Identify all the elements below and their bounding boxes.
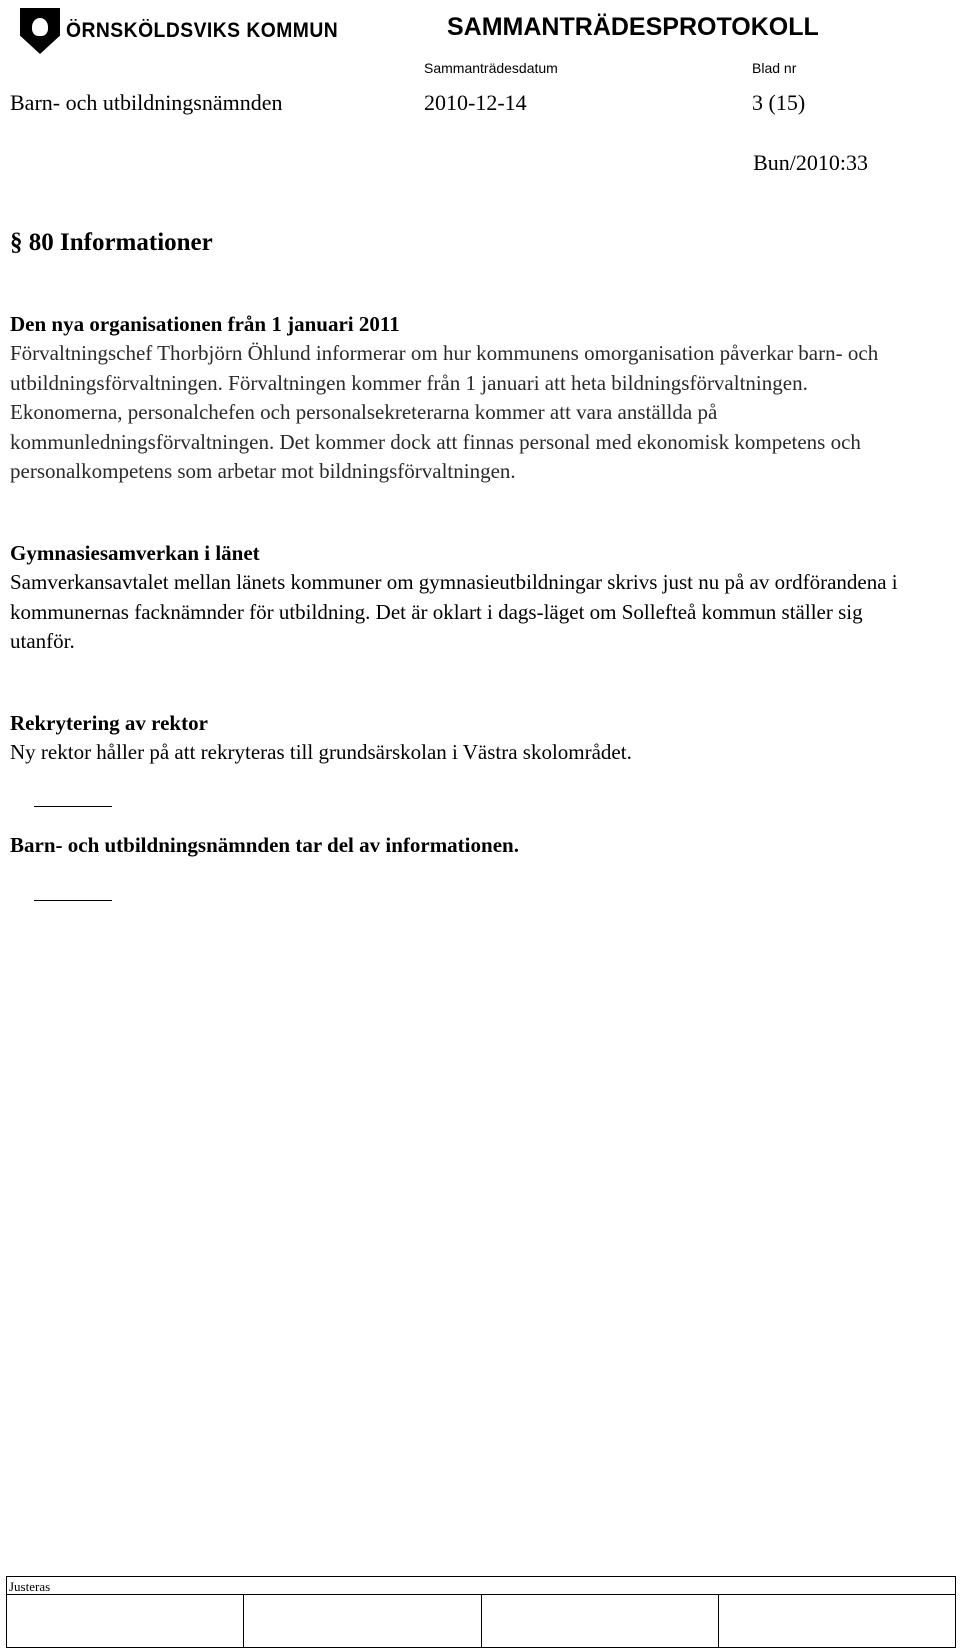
municipality-logo bbox=[20, 8, 362, 54]
signature-cell bbox=[482, 1595, 719, 1647]
municipality-name: ÖRNSKÖLDSVIKS KOMMUN bbox=[66, 19, 339, 42]
divider-line bbox=[34, 806, 112, 807]
meeting-date: 2010-12-14 bbox=[424, 90, 527, 115]
decision-text: Barn- och utbildningsnämnden tar del av informationen. bbox=[10, 832, 519, 857]
section-organisation bbox=[10, 310, 910, 487]
section-title: Rekrytering av rektor bbox=[10, 710, 208, 735]
case-reference: Bun/2010:33 bbox=[753, 150, 868, 175]
justeras-label: Justeras bbox=[9, 1579, 51, 1594]
section-text: Förvaltningschef Thorbjörn Öhlund informerar om hur kommunens omorganisation påverkar barn- och utbildningsförvaltningen. Förvaltningen kommer från 1 januari att heta bildningsförvaltningen. Ekonomerna, personalchefen och personalsekreterarna kommer att vara anställda på kommunledningsförvaltningen. Det kommer dock att finnas personal med ekonomisk kompetens och personalkompetens som arbetar mot bildningsförvaltningen. bbox=[10, 341, 879, 483]
signature-cell bbox=[7, 1595, 244, 1647]
document-body bbox=[10, 228, 910, 925]
document-type: SAMMANTRÄDESPROTOKOLL bbox=[447, 13, 819, 41]
section-text: Samverkansavtalet mellan länets kommuner om gymnasieutbildningar skrivs just nu på av ordförandena i kommunernas facknämnder för utbildning. Det är oklart i dags-läget om Sollefteå kommun ställer sig utanför. bbox=[10, 570, 898, 653]
section-title: Gymnasiesamverkan i länet bbox=[10, 540, 260, 565]
page-number: 3 (15) bbox=[752, 90, 806, 115]
signature-cell bbox=[719, 1595, 955, 1647]
signature-row bbox=[7, 1594, 955, 1647]
section-title: Den nya organisationen från 1 januari 2011 bbox=[10, 311, 400, 336]
page-label: Blad nr bbox=[752, 60, 797, 76]
board-name: Barn- och utbildningsnämnden bbox=[10, 90, 283, 115]
section-text: Ny rektor håller på att rekryteras till grundsärskolan i Västra skolområdet. bbox=[10, 740, 632, 764]
divider-line bbox=[34, 900, 112, 901]
section-rekrytering bbox=[10, 709, 910, 768]
coat-of-arms-icon bbox=[20, 8, 60, 54]
section-gymnasiesamverkan bbox=[10, 539, 910, 657]
signature-cell bbox=[244, 1595, 481, 1647]
date-label: Sammanträdesdatum bbox=[424, 60, 558, 76]
paragraph-heading: § 80 Informationer bbox=[10, 229, 213, 256]
justeras-table bbox=[6, 1576, 956, 1648]
